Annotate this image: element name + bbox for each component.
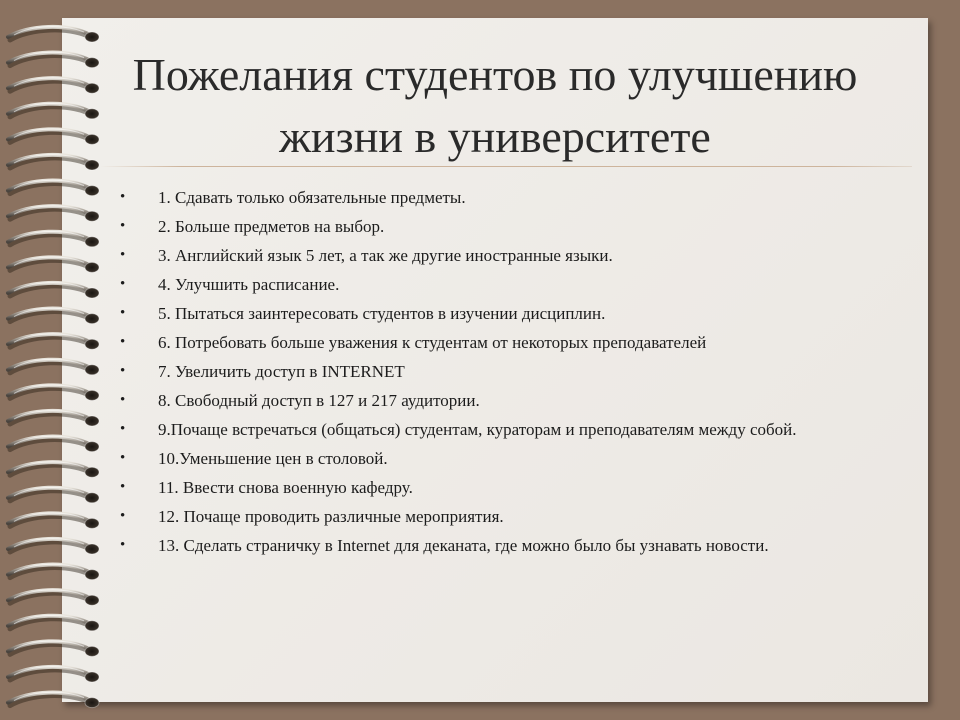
- title-divider: [100, 166, 912, 167]
- spiral-ring: [8, 436, 99, 451]
- bullet-icon: •: [120, 189, 126, 205]
- bullet-icon: •: [120, 305, 126, 321]
- spiral-ring: [8, 487, 99, 502]
- spiral-ring: [8, 615, 99, 630]
- list-item: [120, 360, 902, 383]
- list-item: [120, 244, 902, 267]
- title-line-1: Пожелания студентов по улучшению: [132, 49, 858, 100]
- list-item: [120, 534, 902, 557]
- bullet-icon: •: [120, 450, 126, 466]
- list-item-text: 7. Увеличить доступ в INTERNET: [158, 362, 405, 381]
- list-item-text: 5. Пытаться заинтересовать студентов в изучении дисциплин.: [158, 304, 606, 323]
- list-item: [120, 389, 902, 412]
- spiral-ring: [8, 385, 99, 400]
- list-item: [120, 505, 902, 528]
- list-item-text: 12. Почаще проводить различные мероприятия.: [158, 507, 504, 526]
- list-item-text: 1. Сдавать только обязательные предметы.: [158, 188, 466, 207]
- spiral-ring: [8, 539, 99, 554]
- spiral-ring: [8, 334, 99, 349]
- list-item-text: 6. Потребовать больше уважения к студентам от некоторых преподавателей: [158, 333, 707, 352]
- spiral-ring: [8, 308, 99, 323]
- list-item-text: 4. Улучшить расписание.: [158, 275, 340, 294]
- wish-list: [120, 186, 902, 563]
- spiral-ring: [8, 590, 99, 605]
- list-item-text: 2. Больше предметов на выбор.: [158, 217, 385, 236]
- spiral-ring: [8, 641, 99, 656]
- list-item-text: 10.Уменьшение цен в столовой.: [158, 449, 388, 468]
- spiral-ring: [8, 231, 99, 246]
- spiral-ring: [8, 692, 99, 707]
- list-item: [120, 331, 902, 354]
- spiral-ring: [8, 513, 99, 528]
- list-item: [120, 273, 902, 296]
- spiral-ring: [8, 206, 99, 221]
- spiral-ring: [8, 359, 99, 374]
- list-item-text: 11. Ввести снова военную кафедру.: [158, 478, 413, 497]
- spiral-ring: [8, 564, 99, 579]
- page-title: [62, 44, 928, 168]
- title-line-2: жизни в университете: [279, 111, 711, 162]
- list-item: [120, 302, 902, 325]
- list-item-text: 9.Почаще встречаться (общаться) студентам, кураторам и преподавателям между собой.: [158, 420, 797, 439]
- spiral-ring: [8, 667, 99, 682]
- list-item: [120, 215, 902, 238]
- bullet-icon: •: [120, 479, 126, 495]
- bullet-icon: •: [120, 334, 126, 350]
- spiral-ring: [8, 411, 99, 426]
- list-item-text: 13. Сделать страничку в Internet для деканата, где можно было бы узнавать новости.: [158, 536, 769, 555]
- list-item: [120, 418, 902, 441]
- bullet-icon: •: [120, 508, 126, 524]
- list-item-text: 8. Свободный доступ в 127 и 217 аудитории.: [158, 391, 480, 410]
- spiral-ring: [8, 27, 99, 42]
- bullet-icon: •: [120, 276, 126, 292]
- bullet-icon: •: [120, 363, 126, 379]
- bullet-icon: •: [120, 537, 126, 553]
- list-item: [120, 186, 902, 209]
- bullet-icon: •: [120, 421, 126, 437]
- bullet-icon: •: [120, 392, 126, 408]
- spiral-ring: [8, 257, 99, 272]
- spiral-ring: [8, 462, 99, 477]
- list-item-text: 3. Английский язык 5 лет, а так же другие иностранные языки.: [158, 246, 613, 265]
- list-item: [120, 476, 902, 499]
- spiral-ring: [8, 283, 99, 298]
- bullet-icon: •: [120, 247, 126, 263]
- spiral-ring: [8, 180, 99, 195]
- bullet-icon: •: [120, 218, 126, 234]
- list-item: [120, 447, 902, 470]
